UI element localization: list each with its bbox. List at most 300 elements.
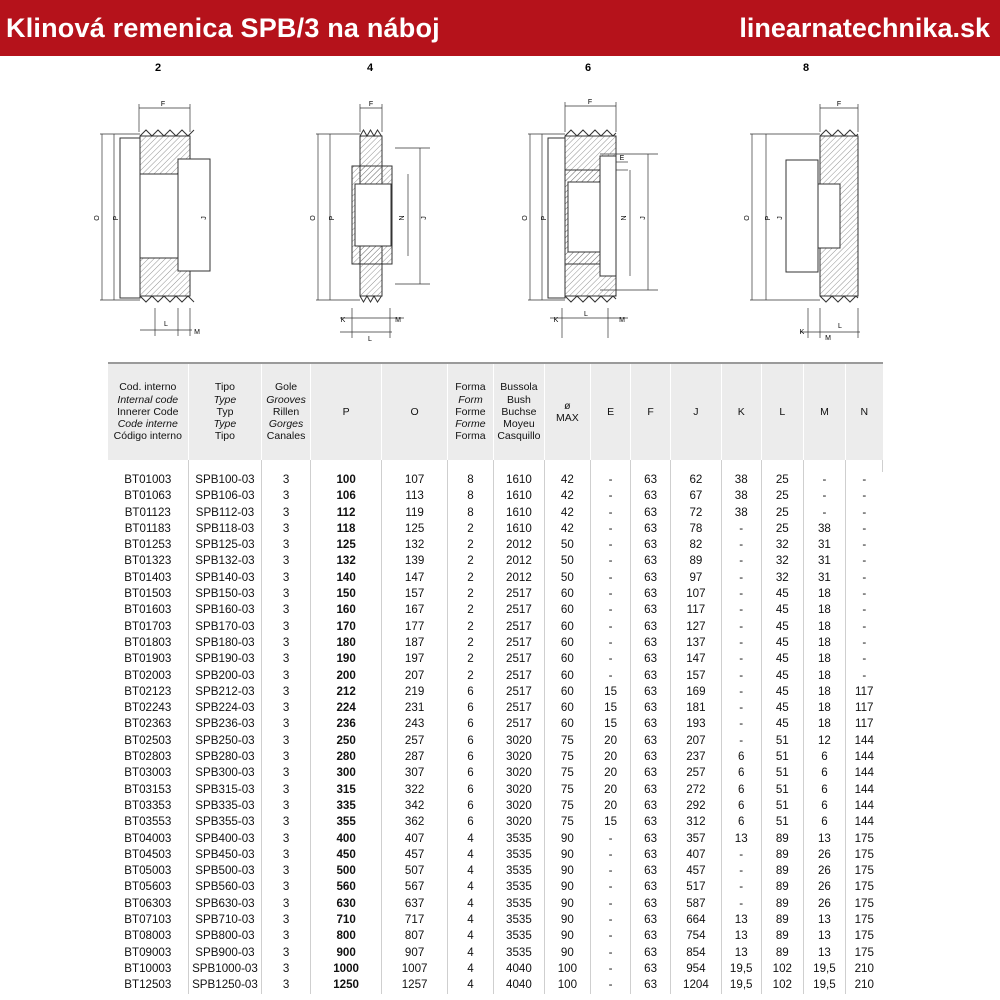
cell-j: 954 [671, 961, 722, 977]
cell-o: 1257 [382, 977, 447, 993]
table-row [108, 570, 883, 586]
dim-label-l: L [368, 336, 372, 343]
table-row [108, 521, 883, 537]
cell-grooves: 3 [262, 553, 310, 569]
dim-label-j: J [201, 216, 208, 220]
cell-o: 257 [382, 733, 447, 749]
cell-e: - [591, 847, 631, 863]
table-row [108, 716, 883, 732]
cell-grooves: 3 [262, 879, 310, 895]
cell-j: 137 [671, 635, 722, 651]
cell-grooves: 3 [262, 472, 310, 488]
cell-type: SPB125-03 [188, 537, 262, 553]
cell-j: 82 [671, 537, 722, 553]
cell-p: 212 [310, 684, 382, 700]
cell-f: 63 [631, 651, 671, 667]
cell-n: - [862, 521, 867, 535]
cell-bush: 3020 [494, 733, 545, 749]
cell-o: 177 [382, 619, 447, 635]
cell-j: 89 [671, 553, 722, 569]
cell-type: SPB180-03 [188, 635, 262, 651]
cell-l: 45 [761, 651, 803, 667]
table-row [108, 928, 883, 944]
col-header-bush: Bussola Bush Buchse Moyeu Casquillo [494, 363, 545, 460]
cell-code: BT12503 [108, 977, 188, 993]
cell-l: 51 [761, 782, 803, 798]
cell-form: 2 [447, 586, 493, 602]
cell-e: - [591, 961, 631, 977]
cell-bush: 3020 [494, 782, 545, 798]
cell-m: 6 [803, 782, 845, 798]
cell-form: 2 [447, 537, 493, 553]
cell-code: BT01003 [108, 472, 188, 488]
cell-j: 517 [671, 879, 722, 895]
cell-bush: 3535 [494, 863, 545, 879]
cell-k: 13 [721, 831, 761, 847]
cell-e: - [591, 570, 631, 586]
cell-o: 243 [382, 716, 447, 732]
cell-form: 6 [447, 684, 493, 700]
cell-l: 25 [761, 488, 803, 504]
cell-max: 42 [544, 521, 590, 537]
cell-p: 140 [310, 570, 382, 586]
table-row [108, 537, 883, 553]
cell-n: 144 [854, 733, 874, 747]
cell-j: 181 [671, 700, 722, 716]
cell-k: - [721, 586, 761, 602]
cell-bush: 2012 [494, 537, 545, 553]
cell-form: 2 [447, 602, 493, 618]
cell-max: 100 [544, 961, 590, 977]
cell-o: 342 [382, 798, 447, 814]
cell-e: - [591, 521, 631, 537]
cell-type: SPB224-03 [188, 700, 262, 716]
cell-n: - [862, 668, 867, 682]
cell-form: 4 [447, 896, 493, 912]
cell-f: 63 [631, 749, 671, 765]
cell-m: 31 [803, 537, 845, 553]
cell-f: 63 [631, 977, 671, 993]
table-row [108, 782, 883, 798]
form-6-label: 6 [584, 62, 592, 74]
cell-n: 210 [854, 961, 874, 975]
cell-l: 45 [761, 586, 803, 602]
cell-o: 147 [382, 570, 447, 586]
cell-m: 6 [803, 765, 845, 781]
cell-f: 63 [631, 733, 671, 749]
cell-n: 175 [854, 945, 874, 959]
cell-o: 307 [382, 765, 447, 781]
cell-o: 637 [382, 896, 447, 912]
table-row [108, 879, 883, 895]
table-row [108, 765, 883, 781]
cell-p: 150 [310, 586, 382, 602]
cell-max: 60 [544, 700, 590, 716]
col-header-form: Forma Form Forme Forme Forma [447, 363, 493, 460]
cell-m: - [803, 505, 845, 521]
cell-k: 13 [721, 945, 761, 961]
cell-type: SPB140-03 [188, 570, 262, 586]
cell-l: 51 [761, 798, 803, 814]
cell-code: BT01603 [108, 602, 188, 618]
cell-m: 18 [803, 668, 845, 684]
table-row [108, 961, 883, 977]
cell-form: 2 [447, 651, 493, 667]
cell-j: 67 [671, 488, 722, 504]
dim-label-p: P [541, 215, 548, 221]
cell-j: 97 [671, 570, 722, 586]
cell-l: 32 [761, 570, 803, 586]
cell-f: 63 [631, 505, 671, 521]
cell-form: 2 [447, 521, 493, 537]
cell-l: 45 [761, 619, 803, 635]
table-row [108, 749, 883, 765]
cell-type: SPB190-03 [188, 651, 262, 667]
cell-j: 127 [671, 619, 722, 635]
cell-max: 90 [544, 912, 590, 928]
table-row [108, 798, 883, 814]
cell-max: 75 [544, 814, 590, 830]
cell-f: 63 [631, 961, 671, 977]
cell-bush: 2517 [494, 586, 545, 602]
table-row [108, 472, 883, 488]
table-header-row [108, 363, 883, 460]
cell-grooves: 3 [262, 635, 310, 651]
cell-o: 717 [382, 912, 447, 928]
cell-type: SPB400-03 [188, 831, 262, 847]
cell-bush: 2012 [494, 570, 545, 586]
cell-f: 63 [631, 896, 671, 912]
cell-l: 45 [761, 716, 803, 732]
cell-grooves: 3 [262, 798, 310, 814]
drawing-form-6 [522, 62, 658, 338]
cell-e: - [591, 602, 631, 618]
cell-grooves: 3 [262, 863, 310, 879]
cell-l: 25 [761, 505, 803, 521]
form-6-body [548, 130, 616, 302]
cell-form: 4 [447, 945, 493, 961]
cell-f: 63 [631, 537, 671, 553]
dimension-table [108, 362, 883, 994]
cell-f: 63 [631, 472, 671, 488]
cell-grooves: 3 [262, 521, 310, 537]
cell-e: - [591, 651, 631, 667]
cell-form: 4 [447, 879, 493, 895]
cell-grooves: 3 [262, 570, 310, 586]
cell-form: 4 [447, 977, 493, 993]
cell-e: - [591, 553, 631, 569]
cell-code: BT01703 [108, 619, 188, 635]
cell-l: 25 [761, 472, 803, 488]
cell-j: 457 [671, 863, 722, 879]
cell-form: 4 [447, 912, 493, 928]
cell-n: - [862, 570, 867, 584]
cell-bush: 2517 [494, 619, 545, 635]
drawings-svg [0, 56, 1000, 356]
cell-grooves: 3 [262, 961, 310, 977]
cell-l: 89 [761, 879, 803, 895]
cell-o: 139 [382, 553, 447, 569]
dim-label-o: O [94, 215, 101, 221]
cell-k: 38 [721, 505, 761, 521]
cell-bush: 4040 [494, 977, 545, 993]
cell-max: 60 [544, 684, 590, 700]
col-header-o: O [382, 363, 447, 460]
cell-bush: 2517 [494, 668, 545, 684]
cell-o: 457 [382, 847, 447, 863]
dim-label-n: N [621, 215, 628, 221]
page-title: Klinová remenica SPB/3 na náboj [6, 12, 440, 43]
cell-l: 89 [761, 945, 803, 961]
cell-e: - [591, 505, 631, 521]
cell-f: 63 [631, 863, 671, 879]
cell-bush: 3535 [494, 912, 545, 928]
cell-type: SPB280-03 [188, 749, 262, 765]
cell-j: 1204 [671, 977, 722, 993]
col-header-code: Cod. interno Internal code Innerer Code Code interne Código interno [108, 363, 188, 460]
cell-f: 63 [631, 782, 671, 798]
cell-p: 280 [310, 749, 382, 765]
cell-code: BT01123 [108, 505, 188, 521]
cell-f: 63 [631, 912, 671, 928]
cell-j: 169 [671, 684, 722, 700]
cell-m: - [803, 488, 845, 504]
cell-max: 42 [544, 472, 590, 488]
table-row [108, 668, 883, 684]
cell-type: SPB560-03 [188, 879, 262, 895]
cell-grooves: 3 [262, 668, 310, 684]
cell-k: - [721, 700, 761, 716]
cell-n: 175 [854, 864, 874, 878]
cell-e: - [591, 668, 631, 684]
cell-k: - [721, 651, 761, 667]
col-header-e: E [591, 363, 631, 460]
table-row [108, 553, 883, 569]
cell-o: 507 [382, 863, 447, 879]
cell-grooves: 3 [262, 684, 310, 700]
cell-l: 45 [761, 602, 803, 618]
cell-n: - [862, 587, 867, 601]
cell-f: 63 [631, 831, 671, 847]
cell-form: 6 [447, 765, 493, 781]
cell-j: 407 [671, 847, 722, 863]
cell-m: 12 [803, 733, 845, 749]
dim-label-k: K [340, 317, 346, 324]
form-8-label: 8 [802, 62, 810, 74]
cell-code: BT01253 [108, 537, 188, 553]
cell-max: 42 [544, 505, 590, 521]
cell-f: 63 [631, 928, 671, 944]
cell-code: BT02003 [108, 668, 188, 684]
cell-bush: 3020 [494, 798, 545, 814]
cell-o: 167 [382, 602, 447, 618]
cell-bush: 1610 [494, 488, 545, 504]
cell-k: 13 [721, 928, 761, 944]
cell-o: 197 [382, 651, 447, 667]
form-4-body [352, 130, 392, 302]
cell-f: 63 [631, 553, 671, 569]
cell-e: - [591, 945, 631, 961]
cell-o: 231 [382, 700, 447, 716]
cell-code: BT01183 [108, 521, 188, 537]
table-row [108, 733, 883, 749]
cell-f: 63 [631, 619, 671, 635]
table-row [108, 814, 883, 830]
cell-p: 112 [310, 505, 382, 521]
cell-p: 224 [310, 700, 382, 716]
cell-e: - [591, 879, 631, 895]
cell-m: 13 [803, 912, 845, 928]
cell-e: - [591, 472, 631, 488]
cell-m: 31 [803, 570, 845, 586]
cell-bush: 3535 [494, 945, 545, 961]
table-row [108, 635, 883, 651]
cell-grooves: 3 [262, 619, 310, 635]
cell-p: 180 [310, 635, 382, 651]
cell-p: 1000 [310, 961, 382, 977]
cell-p: 106 [310, 488, 382, 504]
cell-type: SPB800-03 [188, 928, 262, 944]
technical-drawings [0, 56, 1000, 356]
col-header-p: P [310, 363, 382, 460]
cell-m: 6 [803, 814, 845, 830]
cell-f: 63 [631, 879, 671, 895]
dimension-table-wrap [108, 362, 883, 994]
cell-bush: 2517 [494, 684, 545, 700]
cell-k: 6 [721, 749, 761, 765]
cell-o: 287 [382, 749, 447, 765]
cell-k: 13 [721, 912, 761, 928]
cell-type: SPB630-03 [188, 896, 262, 912]
cell-type: SPB315-03 [188, 782, 262, 798]
dim-label-l: L [584, 311, 588, 318]
cell-n: 117 [855, 684, 874, 698]
cell-f: 63 [631, 700, 671, 716]
cell-max: 90 [544, 847, 590, 863]
cell-max: 90 [544, 945, 590, 961]
cell-grooves: 3 [262, 537, 310, 553]
cell-m: 6 [803, 749, 845, 765]
cell-j: 664 [671, 912, 722, 928]
cell-bush: 2517 [494, 602, 545, 618]
cell-grooves: 3 [262, 928, 310, 944]
cell-type: SPB710-03 [188, 912, 262, 928]
cell-f: 63 [631, 570, 671, 586]
col-header-type: Tipo Type Typ Type Tipo [188, 363, 262, 460]
cell-form: 6 [447, 798, 493, 814]
dim-label-f: F [368, 101, 374, 108]
cell-type: SPB250-03 [188, 733, 262, 749]
cell-m: 18 [803, 586, 845, 602]
cell-type: SPB450-03 [188, 847, 262, 863]
cell-form: 2 [447, 553, 493, 569]
cell-code: BT03553 [108, 814, 188, 830]
cell-k: 6 [721, 814, 761, 830]
cell-grooves: 3 [262, 651, 310, 667]
dim-label-o: O [522, 215, 529, 221]
cell-f: 63 [631, 586, 671, 602]
cell-p: 800 [310, 928, 382, 944]
cell-p: 236 [310, 716, 382, 732]
cell-l: 32 [761, 537, 803, 553]
cell-code: BT04503 [108, 847, 188, 863]
cell-j: 78 [671, 521, 722, 537]
cell-j: 207 [671, 733, 722, 749]
cell-m: 31 [803, 553, 845, 569]
cell-l: 102 [761, 961, 803, 977]
cell-e: - [591, 635, 631, 651]
cell-code: BT02123 [108, 684, 188, 700]
cell-type: SPB500-03 [188, 863, 262, 879]
dim-label-m: M [194, 329, 200, 336]
cell-max: 100 [544, 977, 590, 993]
cell-grooves: 3 [262, 505, 310, 521]
cell-type: SPB200-03 [188, 668, 262, 684]
cell-type: SPB132-03 [188, 553, 262, 569]
col-header-f: F [631, 363, 671, 460]
cell-bush: 2012 [494, 553, 545, 569]
cell-o: 207 [382, 668, 447, 684]
cell-k: - [721, 879, 761, 895]
cell-n: 144 [854, 766, 874, 780]
cell-l: 45 [761, 635, 803, 651]
table-row [108, 488, 883, 504]
cell-k: - [721, 537, 761, 553]
cell-o: 113 [382, 488, 447, 504]
cell-e: - [591, 928, 631, 944]
cell-form: 6 [447, 749, 493, 765]
cell-type: SPB1000-03 [188, 961, 262, 977]
table-body [108, 460, 883, 994]
cell-k: - [721, 733, 761, 749]
dim-label-j: J [777, 216, 784, 220]
table-row [108, 684, 883, 700]
cell-p: 400 [310, 831, 382, 847]
cell-f: 63 [631, 602, 671, 618]
cell-l: 45 [761, 668, 803, 684]
cell-grooves: 3 [262, 782, 310, 798]
cell-l: 89 [761, 831, 803, 847]
cell-p: 160 [310, 602, 382, 618]
cell-grooves: 3 [262, 977, 310, 993]
cell-form: 8 [447, 472, 493, 488]
cell-grooves: 3 [262, 488, 310, 504]
cell-n: - [862, 619, 867, 633]
cell-o: 1007 [382, 961, 447, 977]
cell-p: 1250 [310, 977, 382, 993]
cell-e: - [591, 912, 631, 928]
cell-p: 118 [310, 521, 382, 537]
cell-max: 60 [544, 635, 590, 651]
cell-e: - [591, 863, 631, 879]
cell-code: BT08003 [108, 928, 188, 944]
cell-f: 63 [631, 635, 671, 651]
cell-grooves: 3 [262, 912, 310, 928]
cell-m: 26 [803, 879, 845, 895]
cell-code: BT02363 [108, 716, 188, 732]
cell-grooves: 3 [262, 847, 310, 863]
cell-bush: 1610 [494, 521, 545, 537]
cell-code: BT01903 [108, 651, 188, 667]
cell-e: - [591, 977, 631, 993]
cell-type: SPB236-03 [188, 716, 262, 732]
cell-f: 63 [631, 945, 671, 961]
cell-max: 60 [544, 619, 590, 635]
cell-e: 15 [591, 700, 631, 716]
cell-bush: 3020 [494, 765, 545, 781]
cell-max: 50 [544, 570, 590, 586]
cell-grooves: 3 [262, 586, 310, 602]
